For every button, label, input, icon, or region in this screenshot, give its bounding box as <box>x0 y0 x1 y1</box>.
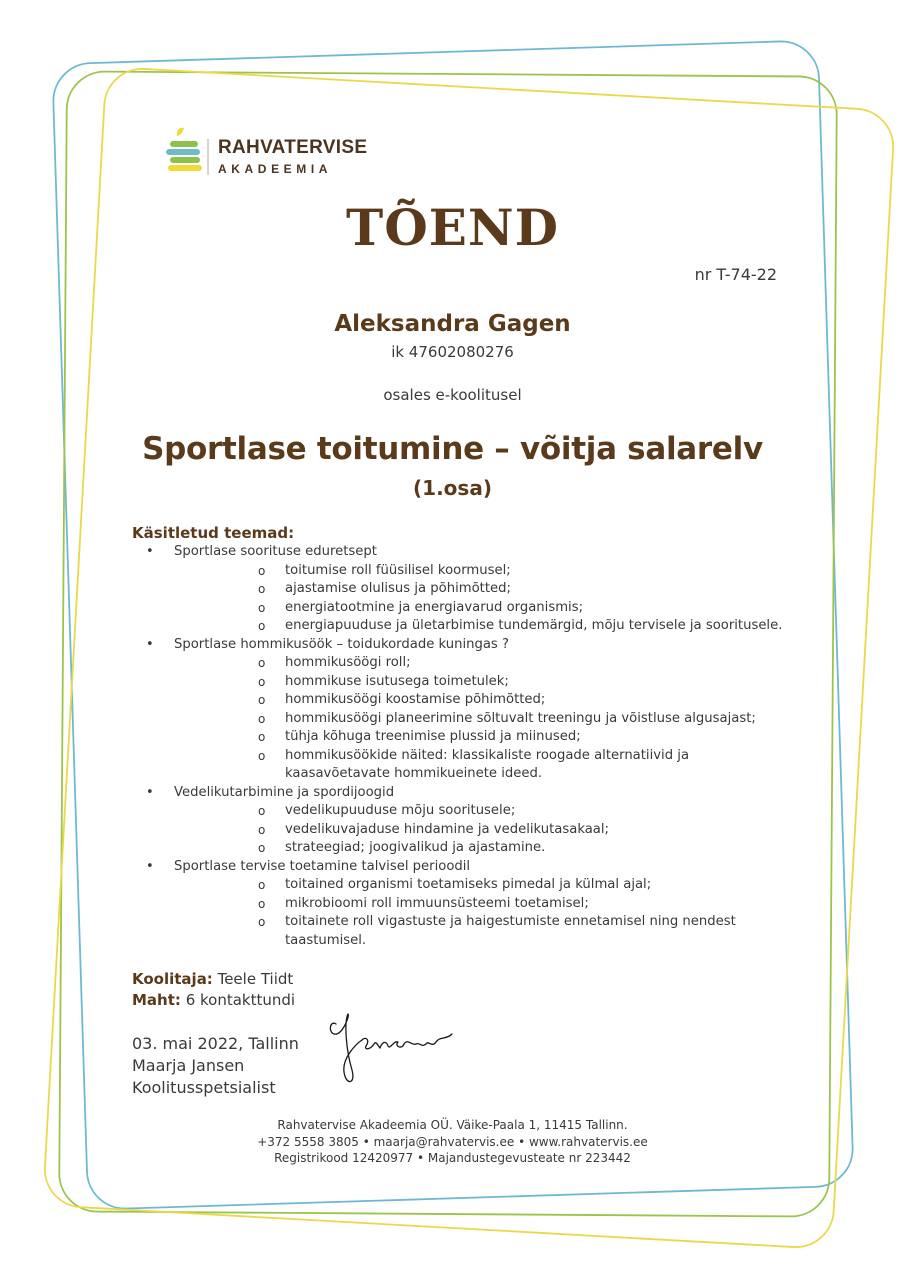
logo-books-icon <box>166 127 212 179</box>
subtopic-item: o strateegiad; joogivalikud ja ajastamine. <box>132 839 812 858</box>
person-name: Aleksandra Gagen <box>334 311 571 337</box>
subtopic-list <box>132 876 812 950</box>
sign-date-place: 03. mai 2022, Tallinn <box>132 1034 299 1053</box>
subtopic-item: o toitumise roll füüsilisel koormusel; <box>132 562 812 581</box>
topic-label: Sportlase tervise toetamine talvisel perioodil <box>174 858 471 874</box>
topic-label: Sportlase sooritusе eduretsept <box>174 544 377 559</box>
topic-item <box>132 858 812 951</box>
subtopic-item: o hommikuse isutusega toimetulek; <box>132 673 812 692</box>
volume-label: Maht: <box>132 991 181 1009</box>
topic-item <box>132 784 812 858</box>
subtopic-item: o tühja kõhuga treenimise plussid ja miinused; <box>132 728 812 747</box>
logo <box>166 127 376 179</box>
contacts-footer <box>0 1117 905 1167</box>
contacts-registry: Registrikood 12420977 • Majandustegevusteate nr 223442 <box>274 1151 631 1165</box>
subtopic-list <box>132 802 812 858</box>
subtopic-list <box>132 654 812 784</box>
subtopic-item: o hommikusöögi roll; <box>132 654 812 673</box>
subtopic-item: o energiapuuduse ja ületarbimise tundemärgid, mõju tervisele ja sooritusele. <box>132 617 812 636</box>
subtopic-item: o hommikusöökide näited: klassikaliste roogade alternatiivid ja kaasavõetavate hommikueinete ideed. <box>132 747 812 784</box>
topic-label: Vedelikutarbimine ja spordijoogid <box>174 784 395 800</box>
subtopic-item: o vedelikupuuduse mõju sooritusele; <box>132 802 812 821</box>
participation-text: osales e-koolitusel <box>383 386 522 404</box>
topic-item <box>132 543 812 636</box>
signer-name: Maarja Jansen <box>132 1056 245 1075</box>
subtopic-item: o ajastamise olulisus ja põhimõtted; <box>132 580 812 599</box>
document-title: TÕEND <box>346 198 559 257</box>
topic-item <box>132 636 812 784</box>
person-id: ik 47602080276 <box>391 343 514 361</box>
subtopic-item: o energiatootmine ja energiavarud organismis; <box>132 599 812 618</box>
course-title: Sportlase toitumine – võitja salarelv <box>142 431 763 467</box>
signer-role: Koolitusspetsialist <box>132 1078 276 1097</box>
signature-block <box>132 1033 299 1099</box>
contacts-address: Rahvatervise Akadeemia OÜ. Väike-Paala 1, 11415 Tallinn. <box>277 1118 628 1132</box>
volume-line <box>132 990 295 1011</box>
handwritten-signature <box>322 1010 462 1088</box>
trainer-line <box>132 969 295 990</box>
subtopic-item: o hommikusöögi koostamise põhimõtted; <box>132 691 812 710</box>
topic-label: Sportlase hommikusöök – toidukordade kuningas ? <box>174 636 509 652</box>
subtopic-item: o mikrobioomi roll immuunsüsteemi toetamisel; <box>132 895 812 914</box>
logo-name: RAHVATERVISE <box>218 137 368 158</box>
course-details <box>132 969 295 1011</box>
subtopic-item: o toitainete roll vigastuste ja haigestumiste ennetamisel ning nendest taastumisel. <box>132 913 812 950</box>
topics-list <box>132 543 812 950</box>
subtopic-item: o hommikusöögi planeerimine sõltuvalt treeningu ja võistluse algusajast; <box>132 710 812 729</box>
document-number: nr T-74-22 <box>694 265 777 284</box>
subtopic-item: o toitained organismi toetamiseks pimedal ja külmal ajal; <box>132 876 812 895</box>
subtopic-item: o vedelikuvajaduse hindamine ja vedelikutasakaal; <box>132 821 812 840</box>
contacts-phone-email: +372 5558 3805 • maarja@rahvatervis.ee • www.rahvatervis.ee <box>257 1134 648 1149</box>
logo-subname: AKADEEMIA <box>218 162 333 176</box>
subtopic-list <box>132 562 812 636</box>
topics-section <box>132 524 812 950</box>
volume-value: 6 kontakttundi <box>185 991 296 1009</box>
course-subtitle: (1.osa) <box>413 476 492 500</box>
trainer-label: Koolitaja: <box>132 970 213 988</box>
topics-heading: Käsitletud teemad: <box>132 524 295 542</box>
trainer-value: Teele Tiidt <box>217 970 294 988</box>
